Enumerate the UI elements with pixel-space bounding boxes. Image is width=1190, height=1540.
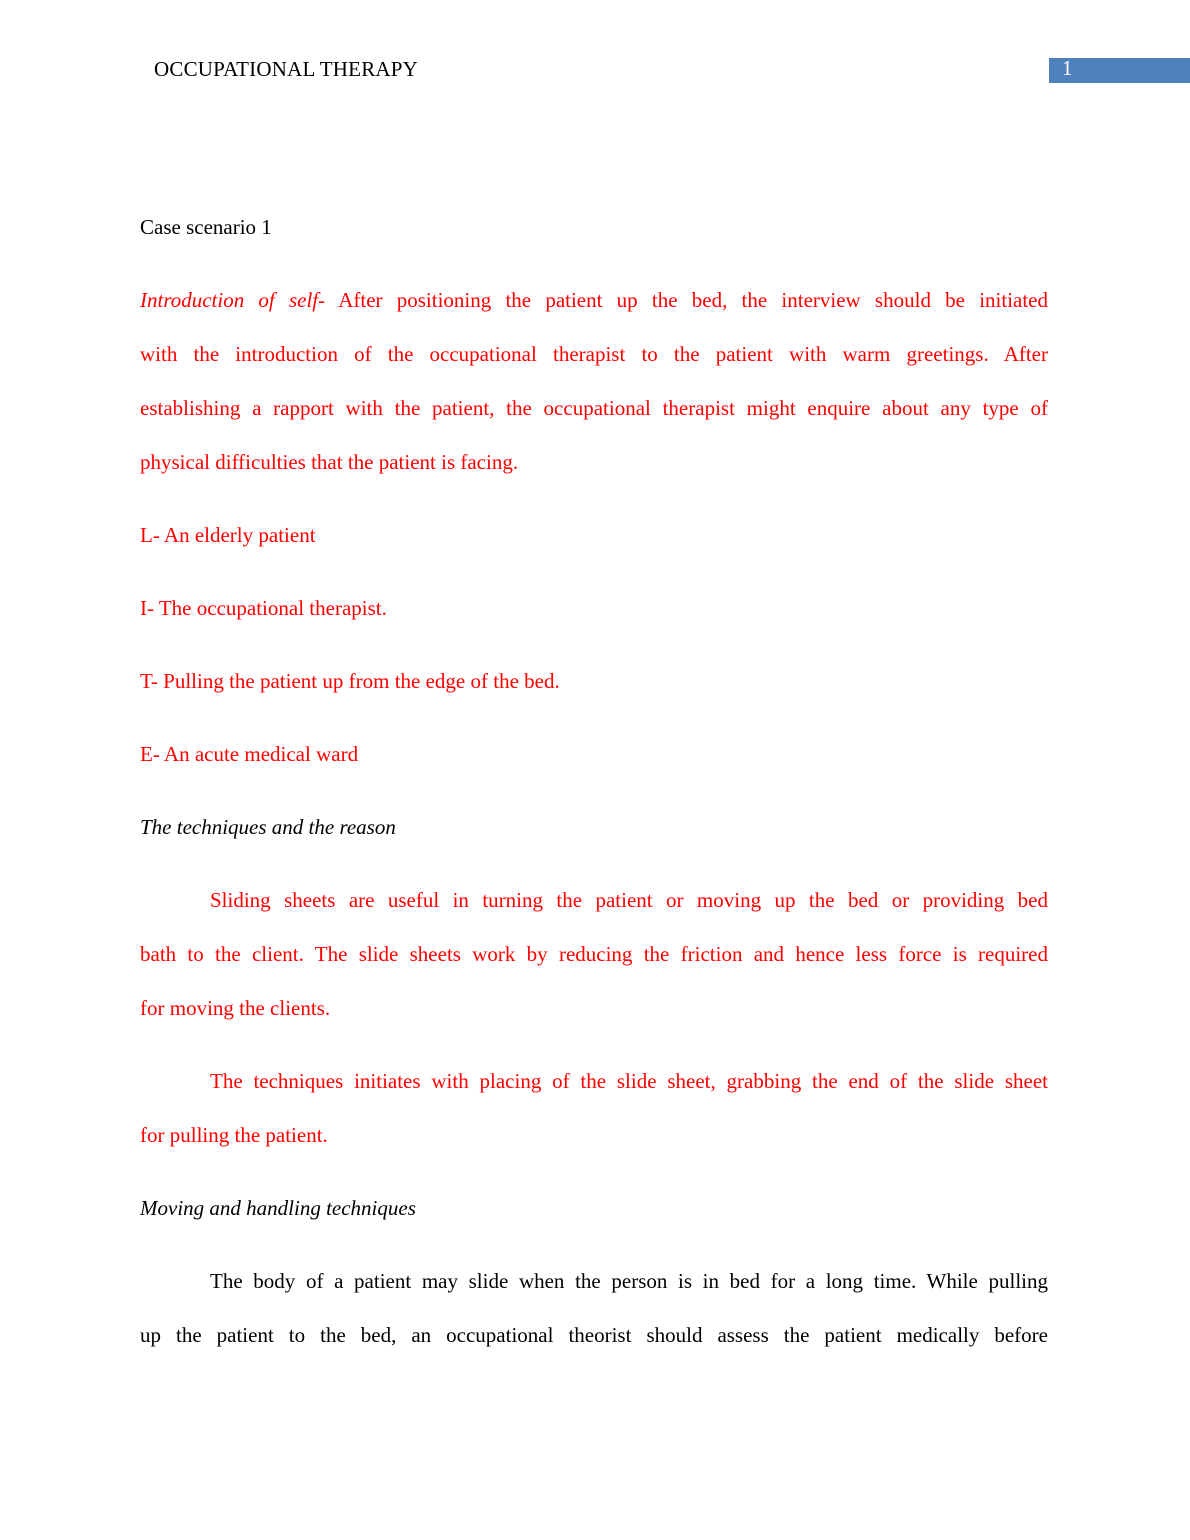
handling-paragraph [140, 1263, 1048, 1371]
intro-paragraph [140, 282, 1048, 517]
intro-line-1 [140, 282, 1048, 336]
page-number: 1 [1062, 56, 1073, 80]
running-head: OCCUPATIONAL THERAPY [154, 57, 419, 81]
handling-line-2: up the patient to the bed, an occupational theorist should assess the patient medically before [140, 1323, 1048, 1347]
case-title: Case scenario 1 [140, 215, 272, 239]
lite-t: T- Pulling the patient up from the edge of the bed. [140, 669, 560, 693]
intro-line-4: physical difficulties that the patient is facing. [140, 450, 519, 474]
lite-e: E- An acute medical ward [140, 742, 359, 766]
technique-steps-line-1: The techniques initiates with placing of the slide sheet, grabbing the end of the slide sheet [210, 1069, 1048, 1093]
intro-line-2: with the introduction of the occupational therapist to the patient with warm greetings. After [140, 342, 1048, 366]
sliding-paragraph [140, 882, 1048, 1063]
document-body [140, 209, 1048, 1371]
handling-heading: Moving and handling techniques [140, 1196, 416, 1220]
sliding-line-3: for moving the clients. [140, 996, 331, 1020]
lite-l: L- An elderly patient [140, 523, 316, 547]
intro-label: Introduction of self- [140, 288, 326, 312]
handling-line-1: The body of a patient may slide when the person is in bed for a long time. While pulling [210, 1269, 1048, 1293]
lite-i: I- The occupational therapist. [140, 596, 387, 620]
technique-steps-line-2: for pulling the patient. [140, 1123, 328, 1147]
intro-line-1-text: After positioning the patient up the bed, the interview should be initiated [338, 288, 1049, 312]
sliding-line-1: Sliding sheets are useful in turning the patient or moving up the bed or providing bed [210, 888, 1048, 912]
sliding-line-2: bath to the client. The slide sheets work by reducing the friction and hence less force is required [140, 942, 1048, 966]
page-number-bar [1049, 58, 1190, 83]
techniques-heading: The techniques and the reason [140, 815, 396, 839]
intro-line-3: establishing a rapport with the patient, the occupational therapist might enquire about any type of [140, 396, 1048, 420]
technique-steps-paragraph [140, 1063, 1048, 1190]
